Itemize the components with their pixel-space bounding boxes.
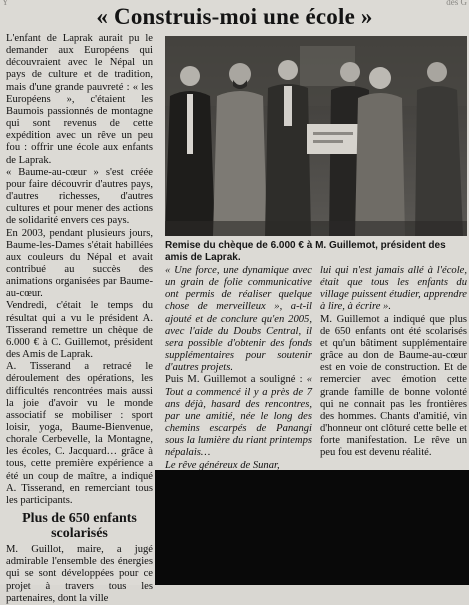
paragraph: « Une force, une dynamique avec un grain de folie communicative ont permis de réaliser quelque chose de merveilleux », a-t-il ajouté et de conclure qu'en 2005, avec l'aide du Doubs Central, il sera possible d'obtenir des fonds supplémentaires pour soutenir d'autres projets. [165, 265, 312, 374]
article-headline: « Construis-moi une école » [96, 4, 373, 29]
paragraph [165, 374, 312, 459]
photo-caption: Remise du chèque de 6.000 € à M. Guillemot, président des amis de Laprak. [165, 240, 446, 263]
article-column-2 [165, 265, 312, 475]
paragraph: A. Tisserand a retracé le déroulement des opérations, les difficultés rencontrées mais aussi la joie d'avoir vu le monde associatif se mobiliser : sport loisir, yoga, Baume-Bienvenue, chorale Cerbevelle, la Montagne, les écoles, C. Jacquard… grâce à tous, cette première expérience a été un coup de maître, a indiqué A. Tisserand, en remerciant tous les participants. [6, 361, 153, 506]
paragraph: lui qui n'est jamais allé à l'école, était que tous les enfants du village puissent étudier, apprendre à lire, à écrire ». [320, 265, 467, 313]
article-photo [165, 36, 467, 236]
paragraph: L'enfant de Laprak aurait pu le demander aux Européens qui découvraient avec le Népal un pays de culture et de tradition, mais d'une grande pauvreté : « les Européens », c'étaient les Baumois passionnés de montagne qui sont revenus de cette expédition avec un rêve un peu fou : offrir une école aux enfants de Laprak. [6, 33, 153, 166]
paragraph: M. Guillot, maire, a jugé admirable l'ensemble des énergies qui se sont développées pour ce projet à travers tous les partenaires, dont la ville [6, 544, 153, 604]
paragraph: En 2003, pendant plusieurs jours, Baume-les-Dames s'était habillées aux couleurs du Népal et avait contribué au succès des animations organisées par Baume-au-cœur. [6, 227, 153, 300]
quote: « Tout a commencé il y a près de 7 ans déjà, hasard des rencontres, par une amitié, née le long des chemins escarpés de Panangi sous la lumière du riant printemps népalais… [165, 374, 312, 459]
section-subheading: Plus de 650 enfants scolarisés [22, 511, 137, 542]
photo-icon [165, 36, 467, 236]
paragraph: M. Guillemot a indiqué que plus de 650 enfants ont été scolarisés et qu'un bâtiment supplémentaire grâce au don de Baume-au-cœur est en voie de construction. Et de remercier avec émotion cette grande famille de bonne volonté qui ne connait pas les frontières des hommes. Chants d'amitié, vin d'honneur ont clôturé cette belle et forte manifestation. Le rêve un peu fou est devenu réalité. [320, 313, 467, 459]
article-column-3 [320, 265, 467, 475]
paragraph: Vendredi, c'était le temps du résultat qui a vu le président A. Tisserand remettre un chèque de 6.000 € à C. Guillemot, président des Amis de Laprak. [6, 300, 153, 361]
strip-right-text: des G [446, 0, 467, 7]
strip-left-text: Y [2, 0, 9, 7]
article-column-1 [6, 33, 153, 604]
scan-black-area [155, 470, 469, 585]
paragraph: Le rêve généreux de Sunar, [165, 459, 280, 471]
paragraph: « Baume-au-cœur » s'est créée pour faire découvrir d'autres pays, d'autres richesses, d'autres cultures et pour mener des actions de solidarité envers ces pays. [6, 166, 153, 227]
paragraph-lead: Puis M. Guillemot a souligné : [165, 374, 307, 386]
